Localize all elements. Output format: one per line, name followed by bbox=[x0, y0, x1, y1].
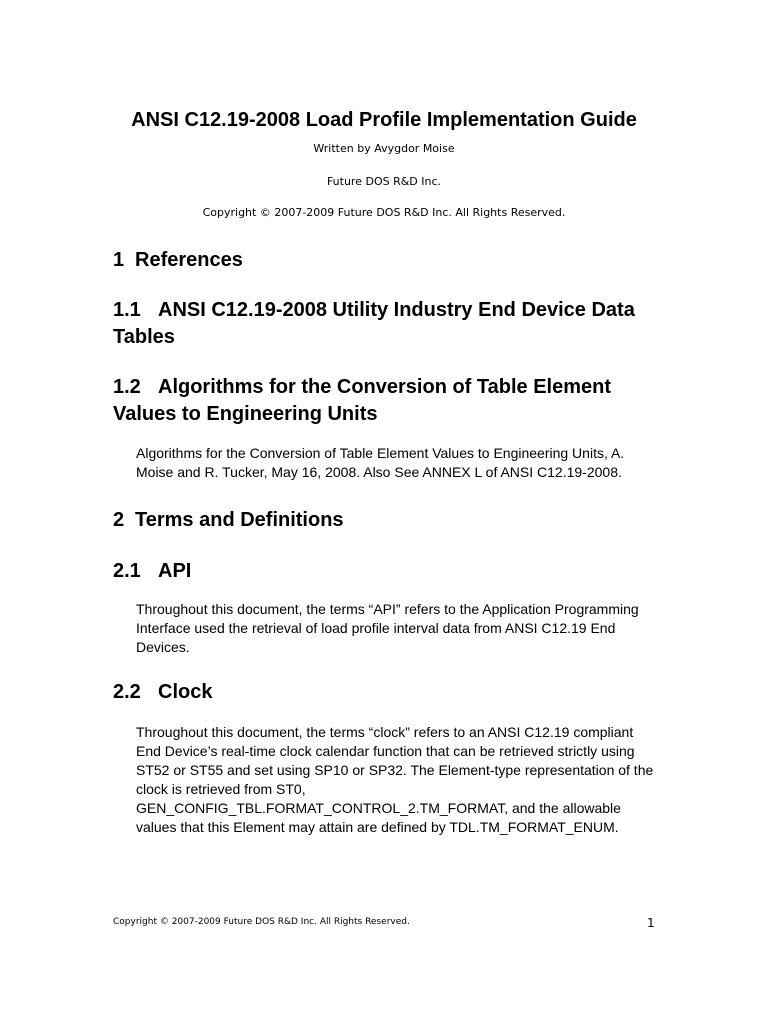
section-title: Clock bbox=[158, 681, 213, 703]
section-title: API bbox=[158, 560, 192, 582]
section-title: ANSI C12.19-2008 Utility Industry End Device Data Tables bbox=[113, 299, 635, 348]
section-heading-references bbox=[113, 247, 673, 274]
section-heading-api bbox=[113, 558, 673, 585]
paragraph-algorithms: Algorithms for the Conversion of Table Element Values to Engineering Units, A. Moise and R. Tucker, May 16, 2008. Also See ANNEX L of ANSI C12.19-2008. bbox=[136, 445, 625, 480]
section-number: 2.1 bbox=[113, 560, 141, 582]
header-copyright: Copyright © 2007-2009 Future DOS R&D Inc. All Rights Reserved. bbox=[202, 206, 566, 219]
page-number: 1 bbox=[647, 916, 655, 930]
section-heading-algorithms bbox=[113, 374, 673, 428]
paragraph-clock: Throughout this document, the terms “clock” refers to an ANSI C12.19 compliant End Device’s real-time clock calendar function that can be retrieved strictly using ST52 or ST55 and set using SP10 or SP32. The Element-type representation of the clock is retrieved from ST0, GEN_CONFIG_TBL.FORMAT_CONTROL_2.TM_FORMAT, and the allowable values that this Element may attain are defined by TDL.TM_FORMAT_ENUM. bbox=[136, 724, 654, 835]
section-title: References bbox=[135, 249, 243, 271]
section-number: 1 bbox=[113, 249, 125, 271]
company-line: Future DOS R&D Inc. bbox=[326, 175, 442, 188]
section-heading-ansi-tables bbox=[113, 297, 673, 351]
document-title: ANSI C12.19-2008 Load Profile Implementation Guide bbox=[131, 109, 637, 131]
paragraph-api: Throughout this document, the terms “API” refers to the Application Programming Interface used the retrieval of load profile interval data from ANSI C12.19 End Devices. bbox=[136, 601, 639, 655]
section-number: 1.2 bbox=[113, 376, 141, 398]
section-title: Algorithms for the Conversion of Table Element Values to Engineering Units bbox=[113, 376, 612, 425]
section-number: 2.2 bbox=[113, 681, 141, 703]
section-number: 2 bbox=[113, 509, 125, 531]
footer-copyright: Copyright © 2007-2009 Future DOS R&D Inc. All Rights Reserved. bbox=[113, 917, 410, 927]
author-line: Written by Avygdor Moise bbox=[313, 142, 455, 155]
section-number: 1.1 bbox=[113, 299, 141, 321]
section-heading-terms bbox=[113, 507, 673, 534]
section-heading-clock bbox=[113, 679, 673, 706]
section-title: Terms and Definitions bbox=[135, 509, 344, 531]
